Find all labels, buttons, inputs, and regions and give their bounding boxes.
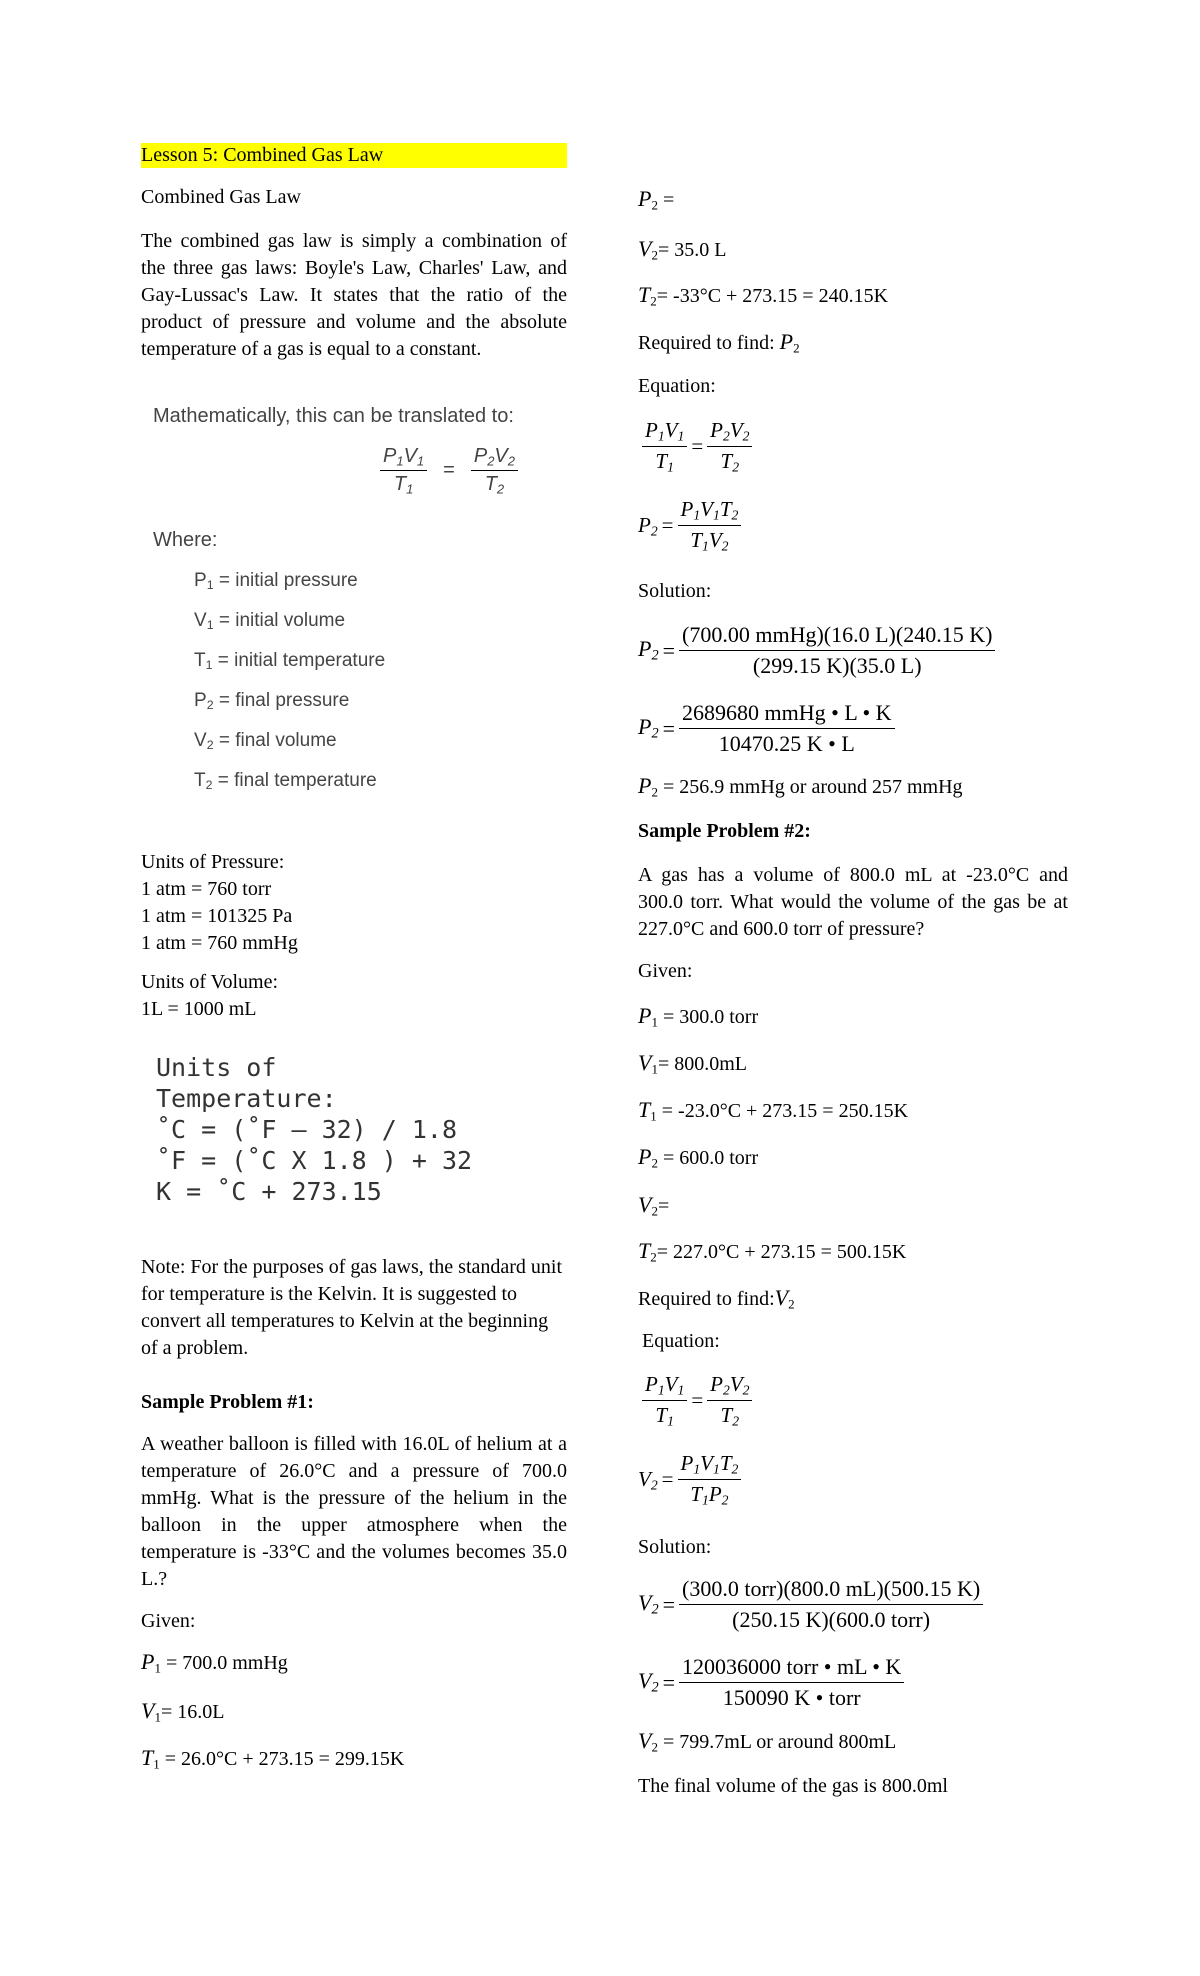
s2-equation-1: $\frac{P_1V_1}{T_1}$ = $\frac{P_2V_2}{T_2}$ (638, 1372, 756, 1430)
definition-v2: $V_2$ = final volume (194, 730, 337, 753)
definition-p1: $P_1$ = initial pressure (194, 570, 358, 593)
given-t2: $T_2= -33^\circ C + 273.15 = 240.15K$ (638, 282, 889, 309)
required-to-find: Required to find: $P_2$ (638, 329, 800, 356)
equation-label-2: Equation: (642, 1330, 720, 1352)
temp-units-line: ˚F = (˚C X 1.8 ) + 32 (156, 1146, 473, 1175)
required-to-find-2: Required to $find:V_2$ (638, 1285, 795, 1312)
definition-v1: $V_1$ = initial volume (194, 610, 346, 633)
combined-gas-law-formula: $\frac{P_1V_1}{T_1}$ = $\frac{P_2V_2}{T_2}$ (376, 445, 522, 497)
temperature-units-image (156, 1052, 472, 1207)
variable-definitions (194, 570, 385, 810)
solution-label-2: Solution: (638, 1536, 712, 1558)
formula-left-fraction: $\frac{P_1V_1}{T_1}$ (380, 445, 427, 497)
pressure-unit-item: 1 atm = 760 torr (141, 878, 272, 900)
sample-1-answer: $P_2 = 256.9$ mmHg or around 257 mmHg (638, 773, 963, 800)
solution-step-1: $P_2$ = $\frac{\text{(700.00 mmHg)(16.0 L)(240.15 K)}}{(299.15 K)(35.0 L)}$ (638, 622, 999, 679)
definition-t1: $T_1$ = initial temperature (194, 650, 386, 673)
s2-equation-2: $V_2$ = $\frac{P_1V_1T_2}{T_1P_2}$ (638, 1451, 745, 1509)
s2-given-v1: $V_1= 800.0mL$ (638, 1050, 748, 1077)
pressure-unit-item: 1 atm = 760 mmHg (141, 932, 298, 954)
sample-2-answer: $V_2 = 799.7mL$ or around 800mL (638, 1728, 897, 1755)
given-p1: $P_1 = 700.0$ mmHg (141, 1649, 288, 1676)
sample-problem-1-text: A weather balloon is filled with 16.0L of helium at a temperature of 26.0°C and a pressure of 700.0 mmHg. What is the pressure of the helium in the balloon in the upper atmosphere when the temperature is -33°C and the volumes becomes 35.0 L.? (141, 1433, 567, 1590)
sample-problem-2-text: A gas has a volume of 800.0 mL at -23.0°C and 300.0 torr. What would the volume of the gas be at 227.0°C and 600.0 torr of pressure? (638, 864, 1068, 940)
lesson-title-text: Lesson 5: Combined Gas Law (141, 143, 567, 168)
lesson-title (141, 143, 567, 168)
solution-label: Solution: (638, 580, 712, 602)
s2-given-t1: $T_1 = -23.0^\circ C + 273.15 = 250.15K$ (638, 1097, 909, 1124)
temp-units-line: Units of (156, 1053, 277, 1082)
temp-units-line: Temperature: (156, 1084, 337, 1113)
given-v1: $V_1= 16.0L$ (141, 1698, 225, 1725)
s2-given-p1: $P_1 = 300.0$ torr (638, 1003, 759, 1030)
formula-right-fraction: $\frac{P_2V_2}{T_2}$ (471, 445, 518, 497)
volume-units (141, 969, 567, 1023)
s2-given-t2: $T_2= 227.0^\circ C + 273.15 = 500.15K$ (638, 1238, 907, 1265)
where-label: Where: (153, 529, 218, 551)
intro-paragraph: The combined gas law is simply a combination of the three gas laws: Boyle's Law, Charles' Law, and Gay-Lussac's Law. It states that the ratio of the product of pressure and volume and the absolute temperature of a gas is equal to a constant. (141, 230, 567, 360)
equation-1: $\frac{P_1V_1}{T_1}$ = $\frac{P_2V_2}{T_2}$ (638, 418, 756, 476)
s2-solution-step-2: $V_2$ = $\frac{\text{120036000 torr • mL • K}}{\text{150090 K • torr}}$ (638, 1654, 908, 1711)
equation-label: Equation: (638, 375, 716, 397)
sample-problem-2-title: Sample Problem #2: (638, 820, 811, 842)
sample-problem-1-title: Sample Problem #1: (141, 1391, 314, 1413)
given-v2: $V_2= 35.0$ L (638, 236, 727, 263)
temp-units-line: K = ˚C + 273.15 (156, 1177, 382, 1206)
pressure-unit-item: 1 atm = 101325 Pa (141, 905, 293, 927)
solution-step-2: $P_2$ = $\frac{\text{2689680 mmHg • L • K}}{10470.25 K • L}$ (638, 700, 899, 757)
math-intro: Mathematically, this can be translated to: (153, 405, 514, 427)
temp-units-line: ˚C = (˚F – 32) / 1.8 (156, 1115, 458, 1144)
s2-given-v2: $V_2=$ (638, 1192, 670, 1219)
equation-2: $P_2$ = $\frac{P_1V_1T_2}{T_1V_2}$ (638, 497, 745, 555)
volume-unit-item: 1L = 1000 mL (141, 998, 257, 1020)
definition-p2: $P_2$ = final pressure (194, 690, 350, 713)
pressure-units (141, 849, 567, 957)
kelvin-note: Note: For the purposes of gas laws, the standard unit for temperature is the Kelvin. It is suggested to convert all temperatures to Kelvin at the beginning of a problem. (141, 1256, 563, 1359)
given-t1: $T_1 = 26.0^\circ C + 273.15 = 299.15K$ (141, 1745, 405, 1772)
given-p2: $P_2$ = (638, 186, 675, 213)
pressure-units-title: Units of Pressure: (141, 851, 285, 873)
given-label: Given: (141, 1610, 196, 1632)
given-label-2: Given: (638, 960, 693, 982)
section-heading: Combined Gas Law (141, 186, 301, 208)
final-statement: The final volume of the gas is 800.0ml (638, 1775, 948, 1797)
s2-given-p2: $P_2 = 600.0$ torr (638, 1144, 759, 1171)
definition-t2: $T_2$ = final temperature (194, 770, 377, 793)
volume-units-title: Units of Volume: (141, 971, 279, 993)
s2-solution-step-1: $V_2$ = $\frac{\text{(300.0 torr)(800.0 mL)(500.15 K)}}{\text{(250.15 K)(600.0 torr)}}$ (638, 1576, 987, 1633)
